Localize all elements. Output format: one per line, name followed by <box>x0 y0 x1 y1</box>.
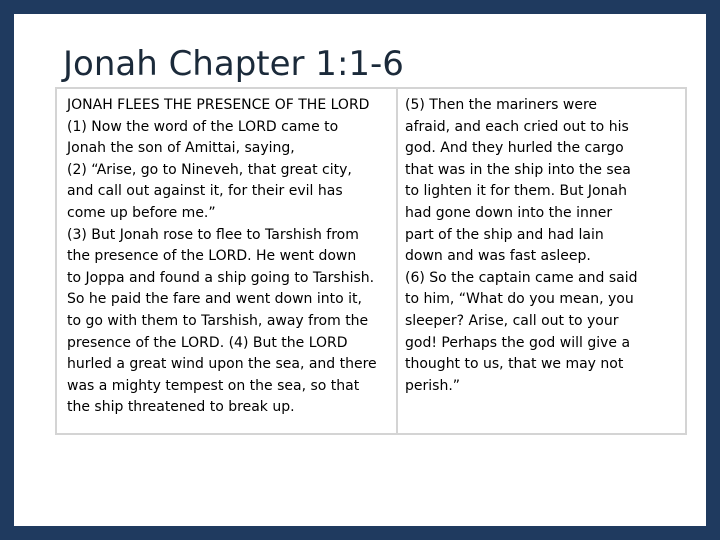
slide <box>14 14 706 526</box>
text-line: the ship threatened to break up. <box>67 399 295 416</box>
text-line: (1) Now the word of the LORD came to <box>67 118 339 135</box>
text-line: (3) But Jonah rose to flee to Tarshish from <box>67 226 359 243</box>
text-line: JONAH FLEES THE PRESENCE OF THE LORD <box>67 97 370 113</box>
text-line: had gone down into the inner <box>405 204 613 221</box>
text-line: So he paid the fare and went down into it, <box>67 291 362 308</box>
text-line: perish.” <box>405 377 461 394</box>
column-divider <box>396 89 398 433</box>
text-line: part of the ship and had lain <box>405 226 604 243</box>
text-line: the presence of the LORD. He went down <box>67 248 357 265</box>
text-line: god! Perhaps the god will give a <box>405 334 631 351</box>
text-line: hurled a great wind upon the sea, and there <box>67 356 377 373</box>
text-line: to lighten it for them. But Jonah <box>405 183 627 200</box>
text-line: to Joppa and found a ship going to Tarshish. <box>67 269 375 286</box>
text-line: to him, “What do you mean, you <box>405 291 634 308</box>
scripture-text-box <box>55 87 687 435</box>
text-line: afraid, and each cried out to his <box>405 118 629 135</box>
text-line: (6) So the captain came and said <box>405 269 638 286</box>
text-line: down and was fast asleep. <box>405 248 591 265</box>
text-line: was a mighty tempest on the sea, so that <box>67 377 360 394</box>
text-line: (2) “Arise, go to Nineveh, that great city, <box>67 161 352 178</box>
text-line: that was in the ship into the sea <box>405 161 631 178</box>
text-line: come up before me.” <box>67 204 216 221</box>
text-line: to go with them to Tarshish, away from the <box>67 312 369 329</box>
text-line: thought to us, that we may not <box>405 356 624 373</box>
slide-title: Jonah Chapter 1:1-6 <box>63 44 404 84</box>
text-line: presence of the LORD. (4) But the LORD <box>67 334 348 351</box>
right-text-column <box>405 95 655 397</box>
text-line: Jonah the son of Amittai, saying, <box>67 140 295 157</box>
text-line: god. And they hurled the cargo <box>405 140 624 157</box>
text-line: sleeper? Arise, call out to your <box>405 312 619 329</box>
text-line: and call out against it, for their evil has <box>67 183 343 200</box>
left-text-column <box>67 95 393 419</box>
text-line: (5) Then the mariners were <box>405 97 598 113</box>
